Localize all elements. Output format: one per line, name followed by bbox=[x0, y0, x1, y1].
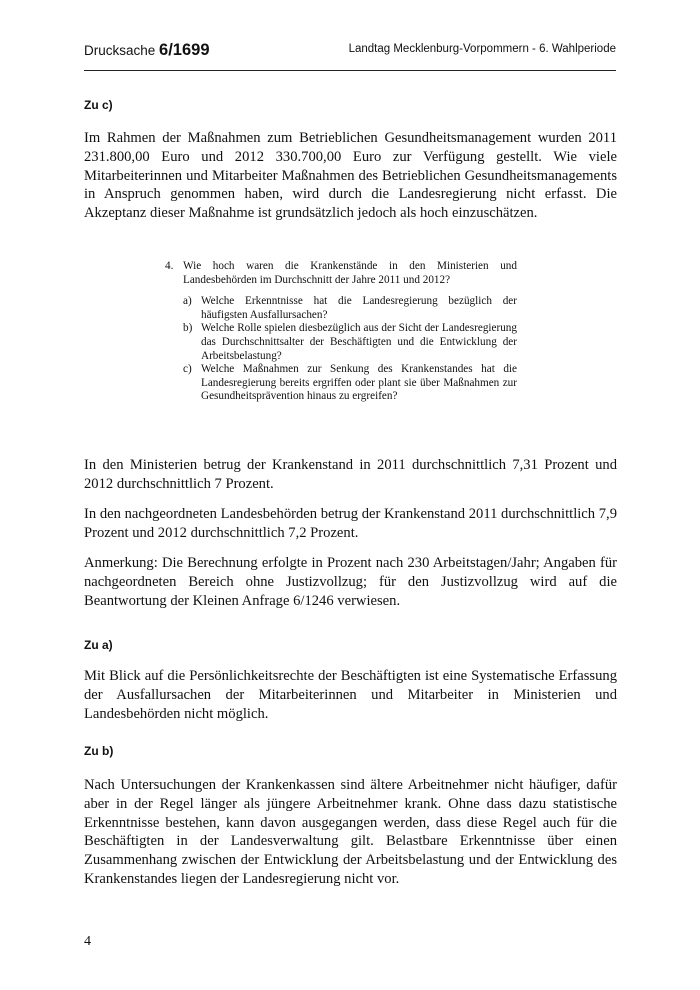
sub-question-label: c) bbox=[183, 363, 192, 376]
document-number-value: 6/1699 bbox=[159, 41, 210, 59]
question-text: Wie hoch waren die Krankenstände in den Ministerien und Landesbehörden im Durchschnitt der Jahre 2011 und 2012? bbox=[183, 260, 517, 286]
sub-question-text: Welche Erkenntnisse hat die Landesregierung bezüglich der häufigsten Ausfallursachen? bbox=[201, 295, 517, 321]
question-block bbox=[165, 260, 517, 404]
question-number: 4. bbox=[165, 260, 174, 272]
header-rule bbox=[84, 70, 616, 71]
document-label: Drucksache bbox=[84, 43, 156, 58]
page-number: 4 bbox=[84, 934, 91, 949]
zu-b-paragraph: Nach Untersuchungen der Krankenkassen sind ältere Arbeitnehmer nicht häufiger, dafür aber in der Regel länger als jüngere Arbeitnehmer krank. Ohne dass dazu statistische Erkenntnisse bestehen, kann davon ausgegangen werden, dass diese Regel auch für die Beschäftigten in der Landesverwaltung gilt. Belastbare Erkenntnisse über einen Zusammenhang zwischen der Entwicklung der Arbeitsbelastung und der Entwicklung des Krankenstandes liegen der Landesregierung nicht vor. bbox=[84, 777, 617, 887]
sub-question-text: Welche Rolle spielen diesbezüglich aus der Sicht der Landesregierung das Durchschnittsalter der Beschäftigten und die Entwicklung der Arbeitsbelastung? bbox=[201, 322, 517, 362]
answer-authorities-paragraph: In den nachgeordneten Landesbehörden betrug der Krankenstand 2011 durchschnittlich 7,9 Prozent und 2012 durchschnittlich 7,2 Prozent. bbox=[84, 506, 617, 541]
zu-a-paragraph: Mit Blick auf die Persönlichkeitsrechte der Beschäftigten ist eine Systematische Erfassung der Ausfallursachen der Mitarbeiterinnen und Mitarbeiter in Ministerien und Landesbehörden nicht möglich. bbox=[84, 668, 617, 722]
document-number bbox=[84, 41, 210, 60]
sub-question-b bbox=[183, 322, 517, 363]
zu-c-heading: Zu c) bbox=[84, 98, 113, 112]
parliament-header: Landtag Mecklenburg-Vorpommern - 6. Wahlperiode bbox=[348, 43, 616, 55]
sub-question-label: b) bbox=[183, 322, 193, 335]
sub-question-text: Welche Maßnahmen zur Senkung des Krankenstandes hat die Landesregierung bereits ergriffen oder plant sie über Maßnahmen zur Gesundheitsprävention hinaus zu ergreifen? bbox=[201, 363, 517, 403]
zu-a-heading: Zu a) bbox=[84, 638, 113, 652]
zu-c-paragraph: Im Rahmen der Maßnahmen zum Betrieblichen Gesundheitsmanagement wurden 2011 231.800,00 Euro und 2012 330.700,00 Euro zur Verfügung gestellt. Wie viele Mitarbeiterinnen und Mitarbeiter Maßnahmen des Betrieblichen Gesundheitsmanagements in Anspruch genommen haben, wird durch die Landesregierung nicht erfasst. Die Akzeptanz dieser Maßnahme ist grundsätzlich jedoch als hoch einzuschätzen. bbox=[84, 130, 617, 222]
sub-question-c bbox=[183, 363, 517, 404]
zu-b-heading: Zu b) bbox=[84, 744, 114, 758]
answer-ministries-paragraph: In den Ministerien betrug der Krankenstand in 2011 durchschnittlich 7,31 Prozent und 2012 durchschnittlich 7 Prozent. bbox=[84, 457, 617, 492]
answer-note-paragraph: Anmerkung: Die Berechnung erfolgte in Prozent nach 230 Arbeitstagen/Jahr; Angaben für nachgeordneten Bereich ohne Justizvollzug; für den Justizvollzug wird auf die Beantwortung der Kleinen Anfrage 6/1246 verwiesen. bbox=[84, 555, 617, 609]
sub-question-label: a) bbox=[183, 295, 192, 308]
sub-question-a bbox=[183, 295, 517, 322]
